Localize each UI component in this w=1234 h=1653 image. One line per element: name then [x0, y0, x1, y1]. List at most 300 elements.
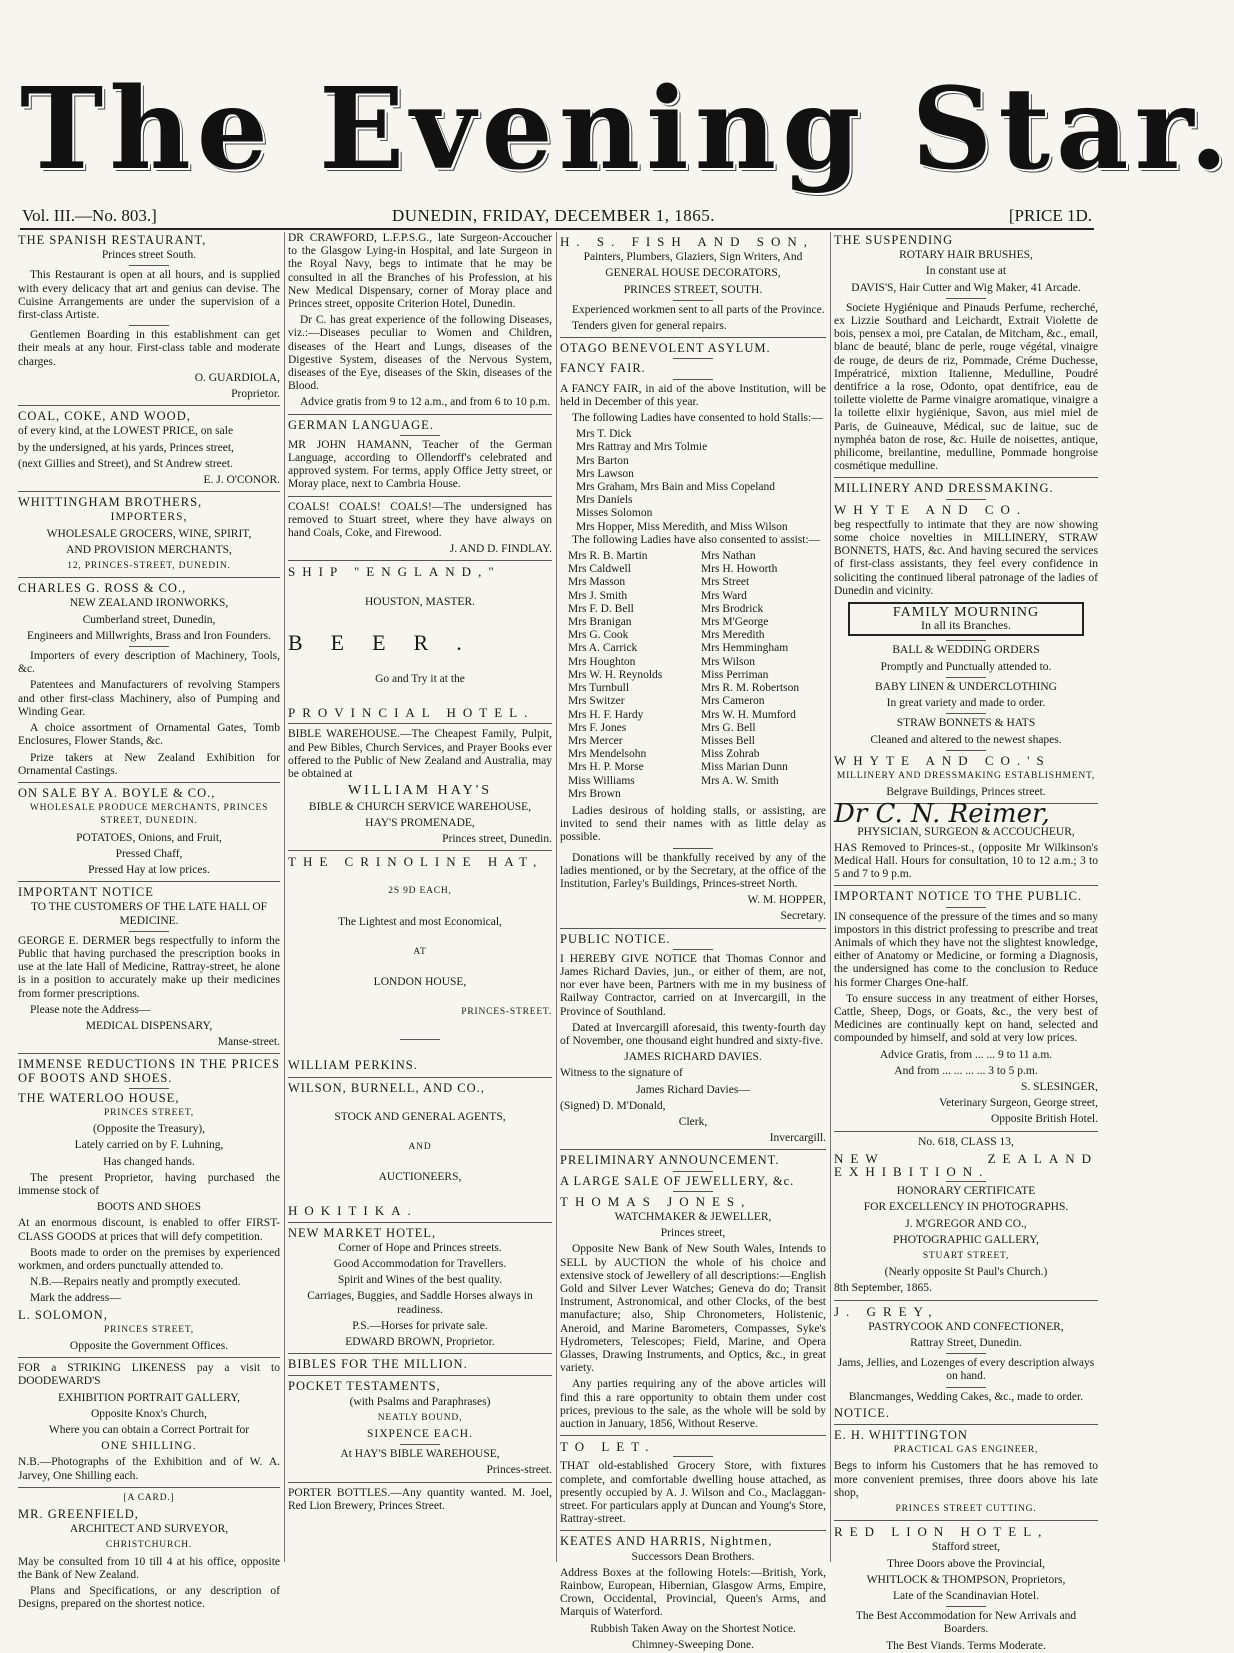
- dateline: [22, 205, 1092, 227]
- ad-heading: THE SPANISH RESTAURANT,: [18, 233, 207, 247]
- ad-text: Experienced workmen sent to all parts of the Province.: [572, 303, 825, 316]
- ad-line: Spirit and Wines of the best quality.: [337, 1274, 503, 1287]
- ad-heading: IMPORTANT NOTICE TO THE PUBLIC.: [834, 889, 1083, 904]
- ad-heading: MR. GREENFIELD,: [18, 1507, 139, 1522]
- ad-signature: Secretary.: [780, 910, 826, 923]
- list-item: Mrs F. Jones: [568, 721, 627, 734]
- divider: [560, 928, 826, 929]
- ad-line: PASTRYCOOK AND CONFECTIONER,: [868, 1320, 1064, 1333]
- ad-line: At HAY'S BIBLE WAREHOUSE,: [340, 1448, 500, 1461]
- list-item: Mrs Mercer: [568, 734, 623, 747]
- spacer: [288, 1187, 552, 1201]
- ad-line: GENERAL HOUSE DECORATORS,: [605, 267, 781, 280]
- ad-line: EDWARD BROWN, Proprietor.: [345, 1335, 495, 1348]
- ad-line: In constant use at: [925, 265, 1007, 278]
- ad-line: Carriages, Buggies, and Saddle Horses always in readiness.: [307, 1290, 533, 1316]
- ad-heading: PRELIMINARY ANNOUNCEMENT.: [560, 1153, 780, 1168]
- ad-line: PRACTICAL GAS ENGINEER,: [893, 1445, 1039, 1456]
- spacer: [288, 689, 552, 703]
- ad-line: Stafford street,: [931, 1541, 1001, 1554]
- ad-text: A choice assortment of Ornamental Gates, Tomb Enclosures, Flower Stands, &c.: [18, 722, 280, 748]
- ad-line: WHOLESALE GROCERS, WINE, SPIRIT,: [46, 527, 252, 540]
- divider: [946, 499, 986, 500]
- ad-line: James Richard Davies—: [636, 1083, 750, 1096]
- divider: [673, 848, 713, 849]
- ad-signature: O. GUARDIOLA,: [194, 371, 280, 384]
- ad-line: STRAW BONNETS & HATS: [896, 717, 1036, 730]
- divider: [673, 1456, 713, 1457]
- ad-heading: TO LET.: [560, 1439, 656, 1455]
- ad-text: Opposite New Bank of New South Wales, Intends to SELL by AUCTION the whole of his choice and extensive stock of Jewellery of all descriptions:—English Gold and Silver Lever Watches; Geneva do do; Transit Instrument, Astronomical, and other Clocks, of the best manufacture; also, Ship Chronometers, Holistenic, Aneroid, and Marine Barometers, Compasses, Syke's Hydrometers, Telescopes; Field, Marine, and Opera Glasses, Drawing Instruments, and Optics, &c., in great variety.: [560, 1243, 826, 1375]
- ad-text: Ladies desirous of holding stalls, or assisting, are invited to send their names with as little delay as possible.: [560, 804, 826, 844]
- divider: [673, 1171, 713, 1172]
- ad-heading: THE CRINOLINE HAT,: [288, 854, 544, 870]
- list-item: Mrs Barton: [576, 454, 629, 467]
- ad-heading: HOKITIKA.: [288, 1203, 418, 1219]
- ad-heading: COAL, COKE, AND WOOD,: [18, 409, 191, 424]
- divider: [946, 750, 986, 751]
- ad-line: WILLIAM HAY'S: [347, 783, 493, 799]
- ad-heading: WHYTE AND CO.: [834, 501, 1028, 517]
- ad-line: (Opposite the Treasury),: [92, 1123, 206, 1136]
- spacer: [288, 659, 552, 673]
- ad-text: MR JOHN HAMANN, Teacher of the German Language, according to Ollendorff's celebrated and approved system. For terms, apply Office Jetty street, or Moray place, next to Cambria House.: [288, 438, 552, 491]
- list-item: Mrs A. W. Smith: [701, 774, 779, 787]
- ad-heading: NEW ZEALAND EXHIBITION.: [834, 1150, 1098, 1179]
- spacer: [288, 962, 552, 976]
- ad-heading: L. SOLOMON,: [18, 1307, 108, 1322]
- ad-line: MEDICAL DISPENSARY,: [85, 1019, 213, 1032]
- column-3: [560, 232, 826, 1651]
- list-item: Mrs R. B. Martin: [568, 550, 648, 563]
- ad-text: THAT old-established Grocery Store, with fixtures complete, and comfortable dwelling house attached, as presently occupied by A. J. Wilson and Co., Maclaggan-street. For particulars apply at Duncan and Young's Store, Rattray-street.: [560, 1460, 826, 1526]
- list-item: Miss Perriman: [701, 668, 769, 681]
- ad-line: Painters, Plumbers, Glaziers, Sign Writers, And: [583, 251, 803, 264]
- ad-line: Jams, Jellies, and Lozenges of every description always on hand.: [837, 1357, 1095, 1383]
- divider: [560, 1530, 826, 1531]
- divider: [18, 1487, 280, 1488]
- ad-line: Princes street,: [660, 1227, 726, 1240]
- divider: [288, 560, 552, 561]
- ad-line: ONE SHILLING.: [101, 1440, 197, 1453]
- ad-heading: WHYTE AND CO.'S: [834, 752, 1051, 768]
- ad-heading: FANCY FAIR.: [560, 361, 646, 376]
- ad-text: Mark the address—: [30, 1292, 121, 1305]
- ad-text: Boots made to order on the premises by experienced workmen, and orders punctually attended to.: [18, 1246, 280, 1272]
- list-item: Mrs F. D. Bell: [568, 602, 634, 615]
- divider: [18, 881, 280, 882]
- ad-line: Belgrave Buildings, Princes street.: [886, 786, 1046, 799]
- list-item: Mrs Switzer: [568, 695, 625, 708]
- list-item: Mrs Daniels: [576, 494, 633, 507]
- ad-line: Opposite Knox's Church,: [90, 1407, 208, 1420]
- ad-heading: RED LION HOTEL,: [834, 1524, 1049, 1540]
- ad-line: Has changed hands.: [103, 1155, 195, 1168]
- divider: [673, 379, 713, 380]
- ad-line: AND PROVISION MERCHANTS,: [66, 543, 232, 556]
- list-item: Mrs Nathan: [701, 550, 756, 563]
- ad-heading: THOMAS JONES,: [560, 1193, 752, 1209]
- ad-line: Go and Try it at the: [375, 673, 465, 686]
- ad-line: WHOLESALE PRODUCE MERCHANTS, PRINCES STREET, DUNEDIN.: [29, 803, 269, 827]
- divider: [834, 1424, 1098, 1425]
- divider: [673, 300, 713, 301]
- ad-line: Clerk,: [678, 1115, 708, 1128]
- ad-text: Dr C. has great experience of the following Diseases, viz.:—Diseases peculiar to Women and Children, diseases of the Heart and Lungs, diseases of the Digestive System, diseases of the Nervous System, diseases of the Eye, diseases of the Skin, diseases of the Blood.: [288, 314, 552, 393]
- ad-line: The Best Viands. Terms Moderate.: [886, 1639, 1046, 1652]
- ad-text: I HEREBY GIVE NOTICE that Thomas Connor and James Richard Davies, jun., or either of them, are not, nor ever have been, Partners with me in my business of Railway Contractor, carried on at Invercargill, in the Province of Southland.: [560, 952, 826, 1018]
- ad-heading: IMMENSE REDUCTIONS IN THE PRICES OF BOOTS AND SHOES.: [18, 1057, 280, 1085]
- ad-heading: THE SUSPENDING: [834, 233, 954, 247]
- ad-text: BIBLE WAREHOUSE.—The Cheapest Family, Pulpit, and Pew Bibles, Church Services, and Prayer Books ever offered to the Public of New Zealand and Australia, may be obtained at: [288, 728, 552, 781]
- divider: [946, 677, 986, 678]
- ad-heading: NOTICE.: [834, 1405, 890, 1420]
- ad-line: Rubbish Taken Away on the Shortest Notice.: [590, 1622, 796, 1635]
- divider: [129, 931, 169, 932]
- family-mourning-box: [848, 602, 1084, 636]
- divider: [946, 640, 986, 641]
- ad-line: Good Accommodation for Travellers.: [333, 1257, 507, 1270]
- divider: [288, 850, 552, 851]
- ad-signature: Opposite British Hotel.: [990, 1113, 1098, 1126]
- list-item: Mrs Caldwell: [568, 563, 631, 576]
- ad-text: DR CRAWFORD, L.F.P.S.G., late Surgeon-Accoucher to the Glasgow Lying-in Hospital, and late Surgeon in the Royal Navy, begs to intimate that he may be consulted in all the Branches of his Profession, at his New Medical Dispensary, corner of Moray place and Princes street, opposite Criterion Hotel, Dunedin.: [288, 232, 552, 311]
- ad-line: Rattray Street, Dunedin.: [910, 1337, 1022, 1350]
- ad-heading: CHARLES G. ROSS & CO.,: [18, 581, 187, 596]
- ad-heading: OTAGO BENEVOLENT ASYLUM.: [560, 341, 771, 356]
- list-item: Mrs A. Carrick: [568, 642, 638, 655]
- ad-heading: PROVINCIAL HOTEL.: [288, 705, 535, 721]
- masthead-title: The Evening Star.: [20, 64, 1234, 195]
- ad-line: PHYSICIAN, SURGEON & ACCOUCHEUR,: [857, 825, 1075, 838]
- ad-line: AT: [413, 946, 427, 957]
- ad-line: J. M'GREGOR AND CO.,: [905, 1217, 1027, 1230]
- ad-text: PORTER BOTTLES.—Any quantity wanted. M. Joel, Red Lion Brewery, Princes Street.: [288, 1486, 552, 1512]
- ad-line: SIXPENCE EACH.: [366, 1427, 473, 1440]
- ad-line: 12, PRINCES-STREET, DUNEDIN.: [67, 561, 231, 572]
- divider: [18, 491, 280, 492]
- ad-line: Engineers and Millwrights, Brass and Iron Founders.: [26, 629, 272, 642]
- ad-text: This Restaurant is open at all hours, and is supplied with every delicacy that art and genius can devise. The Cuisine Arrangements are under the supervision of a first-class Artiste.: [18, 269, 280, 322]
- masthead: [20, 60, 1234, 200]
- list-item: Mrs T. Dick: [576, 428, 632, 441]
- list-item: Mrs W. H. Reynolds: [568, 668, 663, 681]
- ad-line: AUCTIONEERS,: [378, 1171, 462, 1184]
- masthead-rule: [20, 228, 1094, 230]
- ad-heading: THE WATERLOO HOUSE,: [18, 1090, 180, 1105]
- ad-line: (with Psalms and Paraphrases): [349, 1395, 491, 1408]
- ad-signature: S. SLESINGER,: [1021, 1080, 1098, 1093]
- ad-line: (Nearly opposite St Paul's Church.): [884, 1266, 1048, 1279]
- ad-text: Begs to inform his Customers that he has removed to more convenient premises, three doors above his late shop,: [834, 1460, 1098, 1499]
- box-title: FAMILY MOURNING: [892, 605, 1040, 621]
- ad-line: NEW ZEALAND IRONWORKS,: [69, 597, 229, 610]
- ad-heading: H. S. FISH AND SON,: [560, 234, 814, 249]
- box-subtitle: In all its Branches.: [921, 618, 1011, 633]
- ad-line: HONORARY CERTIFICATE: [896, 1185, 1036, 1198]
- spacer: [288, 1043, 552, 1057]
- ad-line: Pressed Hay at low prices.: [88, 863, 210, 876]
- ad-line: Promptly and Punctually attended to.: [880, 660, 1052, 673]
- divider: [288, 1375, 552, 1376]
- volume-number: Vol. III.—No. 803.]: [22, 206, 157, 225]
- list-item: Mrs Mendelsohn: [568, 748, 647, 761]
- divider: [18, 405, 280, 406]
- ad-text: GEORGE E. DERMER begs respectfully to inform the Public that having purchased the prescription books in use at the late Hall of Medicine, Rattray-street, he alone is in a position to accurately make up their medicines from former prescriptions.: [18, 934, 280, 1000]
- ad-line: STUART STREET,: [922, 1251, 1010, 1261]
- list-item: Mrs Wilson: [701, 655, 755, 668]
- ad-line: Three Doors above the Provincial,: [886, 1557, 1046, 1570]
- spacer: [288, 902, 552, 916]
- ad-line: EXHIBITION PORTRAIT GALLERY,: [58, 1391, 240, 1404]
- ad-signature: Proprietor.: [231, 388, 280, 401]
- ad-heading: WHITTINGHAM BROTHERS,: [18, 495, 203, 510]
- ad-line: And from ... ... ... ... 3 to 5 p.m.: [894, 1064, 1038, 1077]
- ad-text: HAS Removed to Princes-st., (opposite Mr Wilkinson's Medical Hall. Hours for consultation, 10 to 12 a.m.; 3 to 5 and 7 to 9 p.m.: [834, 841, 1098, 881]
- ad-text: N.B.—Repairs neatly and promptly executed.: [30, 1276, 241, 1289]
- ad-signature: Veterinary Surgeon, George street,: [939, 1097, 1098, 1110]
- list-item: Mrs Ward: [701, 589, 747, 602]
- ad-text: Advice gratis from 9 to 12 a.m., and from 6 to 10 p.m.: [300, 396, 551, 409]
- ad-line: Lately carried on by F. Luhning,: [74, 1139, 224, 1152]
- ad-heading: A LARGE SALE OF JEWELLERY, &c.: [560, 1173, 795, 1188]
- ad-text: The following Ladies have also consented to assist:—: [572, 533, 821, 546]
- divider: [834, 1300, 1098, 1301]
- ad-heading: MILLINERY AND DRESSMAKING.: [834, 481, 1054, 496]
- column-2: [288, 232, 552, 1562]
- ad-text: Address Boxes at the following Hotels:—British, York, Rainbow, European, Hibernian, Glasgow Arms, Empire, Crown, Occidental, Provincial, Queen's Arms, and Marquis of Waterford.: [560, 1566, 826, 1619]
- list-item: Mrs Graham, Mrs Bain and Miss Copeland: [576, 481, 775, 494]
- ad-line: Where you can obtain a Correct Portrait for: [48, 1424, 250, 1437]
- ad-line: BABY LINEN & UNDERCLOTHING: [875, 680, 1057, 693]
- spacer: [288, 612, 552, 626]
- divider: [288, 1353, 552, 1354]
- ad-text: The following Ladies have consented to hold Stalls:—: [572, 412, 823, 425]
- ad-line: BOOTS AND SHOES: [96, 1201, 202, 1214]
- ad-line: TO THE CUSTOMERS OF THE LATE HALL OF MEDICINE.: [30, 901, 268, 927]
- divider: [400, 1444, 440, 1445]
- ad-line: HAY'S PROMENADE,: [365, 816, 475, 829]
- list-item: Misses Bell: [701, 734, 755, 747]
- list-item: Mrs Branigan: [568, 616, 632, 629]
- list-item: Mrs Brodrick: [701, 602, 764, 615]
- list-item: Mrs Brown: [568, 787, 621, 800]
- spacer: [288, 1157, 552, 1171]
- ad-heading: E. H. WHITTINGTON: [834, 1428, 968, 1443]
- ad-line: Princes street, Dunedin.: [442, 832, 552, 845]
- ad-line: ROTARY HAIR BRUSHES,: [899, 249, 1033, 262]
- divider: [288, 1222, 552, 1223]
- ad-line: Advice Gratis, from ... ... 9 to 11 a.m.: [879, 1048, 1053, 1061]
- divider: [946, 1606, 986, 1607]
- ad-text: Tenders given for general repairs.: [572, 320, 727, 333]
- spacer: [288, 871, 552, 885]
- divider: [834, 1131, 1098, 1132]
- divider: [834, 885, 1098, 886]
- ad-line: STOCK AND GENERAL AGENTS,: [334, 1110, 506, 1123]
- divider: [946, 713, 986, 714]
- ad-line: AND: [408, 1141, 432, 1152]
- ad-line: Invercargill.: [769, 1132, 826, 1145]
- ad-line: The Lightest and most Economical,: [338, 915, 502, 928]
- spacer: [288, 1022, 552, 1036]
- column-divider: [556, 232, 557, 1562]
- list-item: Mrs W. H. Mumford: [701, 708, 796, 721]
- list-item: Mrs Hopper, Miss Meredith, and Miss Wilson: [576, 520, 788, 533]
- ad-text: Any parties requiring any of the above articles will find this a rare opportunity to obtain them under cost prices, previous to the sale, as the whole will be sold by auction in January, 1856, Without Reserve.: [560, 1378, 826, 1431]
- divider: [400, 1039, 440, 1040]
- ad-text: Patentees and Manufacturers of revolving Stampers and other first-class Machinery, also of Pumping and Winding Gear.: [18, 679, 280, 718]
- ad-text: FOR a STRIKING LIKENESS pay a visit to DOODEWARD'S: [18, 1362, 280, 1388]
- ad-heading: ON SALE BY A. BOYLE & CO.,: [18, 785, 216, 800]
- spacer: [288, 932, 552, 946]
- ad-text: Dated at Invercargill aforesaid, this twenty-fourth day of November, one thousand eight hundred and sixty-five.: [560, 1021, 826, 1047]
- ad-line: POTATOES, Onions, and Fruit,: [76, 831, 222, 844]
- list-item: Mrs R. M. Robertson: [701, 682, 800, 695]
- ad-line: Successors Dean Brothers.: [631, 1550, 755, 1563]
- spacer: [288, 1127, 552, 1141]
- stallholder-list: [560, 428, 826, 534]
- ad-signature: JAMES RICHARD DAVIES.: [624, 1051, 762, 1064]
- ad-line: Opposite the Government Offices.: [69, 1340, 229, 1353]
- divider: [288, 414, 552, 415]
- list-item: Mrs Hemmingham: [701, 642, 789, 655]
- ad-line: IMPORTERS,: [110, 511, 188, 524]
- issue-price: [PRICE 1D.: [1008, 206, 1092, 225]
- list-item: Mrs H. F. Hardy: [568, 708, 644, 721]
- ad-text: A FANCY FAIR, in aid of the above Institution, will be held in December of this year.: [560, 382, 826, 408]
- ad-line: HOUSTON, MASTER.: [364, 595, 475, 608]
- ad-heading: WILSON, BURNELL, AND CO.,: [288, 1080, 485, 1095]
- divider: [400, 435, 440, 436]
- ad-line: Chimney-Sweeping Done.: [631, 1638, 754, 1651]
- divider: [834, 477, 1098, 478]
- column-4: [834, 232, 1098, 1652]
- list-item: Mrs Meredith: [701, 629, 765, 642]
- divider: [288, 1077, 552, 1078]
- column-divider: [284, 232, 285, 1562]
- ad-text: Importers of every description of Machinery, Tools, &c.: [18, 650, 280, 676]
- ad-text: Societe Hygiénique and Pinauds Perfume, recherché, ex Lizzie Southard and Leichardt, Extrait Violette de bois, pensex a moi, pre Catalan, de Mitcham, &c., email, blanc de beauté, blanc de perle, rouge végétal, vinaigre de rouge, de deurs de riz, Pommade, Créme Duchesse, Impératricé, mixtion Italienne, Medulline, Poudré dentifrice a la rose, Odonto, opat dentifrice, eau de toilette violette de Parme vinaigre aromatique, vinaigre a la toilette elixir hygiénique, Savon, aus miel miel de Paris, de Guineauve, Médical, suc de laitue, suc de nymphéa baton de rose, &c. Huile de noisettes, antique, philicome, breilantine, medulline, Pommade hongroise cosmétique medulline.: [834, 301, 1098, 473]
- divider: [18, 1053, 280, 1054]
- list-item: Mrs H. P. Morse: [568, 761, 644, 774]
- list-item: Mrs Lawson: [576, 467, 634, 480]
- divider: [288, 1482, 552, 1483]
- divider: [560, 1435, 826, 1436]
- ad-line: Late of the Scandinavian Hotel.: [893, 1590, 1039, 1603]
- ad-line: Corner of Hope and Princes streets.: [338, 1241, 502, 1254]
- reimer-script-heading: Dr C. N. Reimer,: [834, 799, 1050, 830]
- ad-heading: BEER.: [288, 629, 490, 655]
- ad-line: BIBLE & CHURCH SERVICE WAREHOUSE,: [308, 800, 532, 813]
- divider: [834, 1520, 1098, 1521]
- ad-text: Plans and Specifications, or any description of Designs, prepared on the shortest notice.: [18, 1585, 280, 1611]
- list-item: Mrs G. Cook: [568, 629, 629, 642]
- ad-signature: J. AND D. FINDLAY.: [449, 543, 552, 556]
- issue-date: DUNEDIN, FRIDAY, DECEMBER 1, 1865.: [392, 206, 716, 225]
- list-item: Miss Marian Dunn: [701, 761, 788, 774]
- ad-line: PRINCES-STREET.: [461, 1007, 552, 1018]
- ad-line: Blancmanges, Wedding Cakes, &c., made to order.: [848, 1390, 1084, 1403]
- divider: [946, 1353, 986, 1354]
- ad-text: COALS! COALS! COALS!—The undersigned has removed to Stuart street, where they have always on hand Coals, Coke, and Firewood.: [288, 500, 552, 540]
- divider: [129, 646, 169, 647]
- ad-heading: IMPORTANT NOTICE: [18, 885, 154, 900]
- ad-line: Princes-street.: [486, 1464, 552, 1477]
- ad-heading: WILLIAM PERKINS.: [288, 1058, 418, 1073]
- list-item: Mrs H. Howorth: [701, 563, 778, 576]
- ad-line: BALL & WEDDING ORDERS: [892, 644, 1040, 657]
- list-item: Miss Williams: [568, 774, 635, 787]
- spacer: [288, 582, 552, 596]
- ad-line: FOR EXCELLENCY IN PHOTOGRAPHS.: [863, 1201, 1069, 1214]
- list-item: Mrs Turnbull: [568, 682, 630, 695]
- ad-text: DAVIS'S, Hair Cutter and Wig Maker, 41 Arcade.: [851, 281, 1081, 294]
- divider: [560, 337, 826, 338]
- list-item: Mrs Rattray and Mrs Tolmie: [576, 441, 708, 454]
- ad-text: N.B.—Photographs of the Exhibition and of W. A. Jarvey, One Shilling each.: [18, 1456, 280, 1482]
- ad-signature: E. J. O'CONOR.: [203, 474, 280, 487]
- ad-line: Witness to the signature of: [560, 1067, 683, 1080]
- spacer: [288, 1097, 552, 1111]
- list-item: Mrs G. Bell: [701, 721, 756, 734]
- ad-text: May be consulted from 10 till 4 at his office, opposite the Bank of New Zealand.: [18, 1555, 280, 1581]
- divider: [946, 907, 986, 908]
- ad-line: NEATLY BOUND,: [377, 1412, 463, 1423]
- divider: [673, 1191, 713, 1192]
- ad-signature: W. M. HOPPER,: [747, 894, 826, 907]
- ad-line: MILLINERY AND DRESSMAKING ESTABLISHMENT,: [836, 770, 1096, 781]
- divider: [129, 1088, 169, 1089]
- ad-text: IN consequence of the pressure of the times and so many impostors in this district professing to prescribe and treat Animals of which they have not the slightest knowledge, either of Anatomy or Medicine, or forming a Diagnosis, the undersigned has come to the conclusion to Reduce his former Charges One-half.: [834, 910, 1098, 989]
- ad-line: CHRISTCHURCH.: [105, 1540, 193, 1551]
- list-item: Mrs Masson: [568, 576, 626, 589]
- divider: [946, 298, 986, 299]
- divider: [18, 782, 280, 783]
- divider: [18, 1357, 280, 1358]
- ad-heading: GERMAN LANGUAGE.: [288, 417, 434, 432]
- spacer: [288, 992, 552, 1006]
- ad-text: Donations will be thankfully received by any of the ladies mentioned, or by the Secretary, at the office of the Institution, Farley's Buildings, Princes-street North.: [560, 851, 826, 890]
- ad-text: At an enormous discount, is enabled to offer FIRST-CLASS GOODS at prices that will defy competition.: [18, 1217, 280, 1243]
- ad-line: In great variety and made to order.: [886, 697, 1046, 710]
- ad-text: The present Proprietor, having purchased the immense stock of: [18, 1171, 280, 1197]
- column-divider: [830, 232, 831, 1562]
- divider: [560, 1149, 826, 1150]
- list-item: Mrs Houghton: [568, 655, 636, 668]
- ad-text: beg respectfully to intimate that they are now showing some choice novelties in MILLINERY, STRAW BONNETS, HATS, &c. And having secured the services of first-class assistants, they feel every confidence in soliciting the continued liberal patronage of the ladies of Dunedin and vicinity.: [834, 518, 1098, 597]
- divider: [129, 265, 169, 266]
- divider: [18, 577, 280, 578]
- assistant-list: [568, 550, 826, 801]
- ad-heading: BIBLES FOR THE MILLION.: [288, 1357, 468, 1372]
- ad-line: [A CARD.]: [123, 1492, 175, 1503]
- ad-line: PRINCES STREET, SOUTH.: [623, 283, 763, 296]
- ad-text: Gentlemen Boarding in this establishment can get their meals at any hour. First-class table and moderate charges.: [18, 329, 280, 368]
- ad-line: No. 618, CLASS 13,: [918, 1135, 1014, 1148]
- divider: [946, 1181, 986, 1182]
- ad-heading: NEW MARKET HOTEL,: [288, 1225, 437, 1240]
- ad-line: PRINCES STREET CUTTING.: [895, 1504, 1037, 1515]
- ad-heading: J. GREY,: [834, 1303, 939, 1319]
- list-item: Misses Solomon: [576, 507, 653, 520]
- ad-heading: KEATES AND HARRIS, Nightmen,: [560, 1534, 773, 1549]
- ad-text: of every kind, at the LOWEST PRICE, on sale: [18, 425, 234, 438]
- ad-heading: PUBLIC NOTICE.: [560, 931, 671, 946]
- ad-line: ARCHITECT AND SURVEYOR,: [69, 1523, 229, 1536]
- ad-line: PHOTOGRAPHIC GALLERY,: [893, 1233, 1039, 1246]
- ad-line: PRINCES STREET,: [104, 1324, 194, 1335]
